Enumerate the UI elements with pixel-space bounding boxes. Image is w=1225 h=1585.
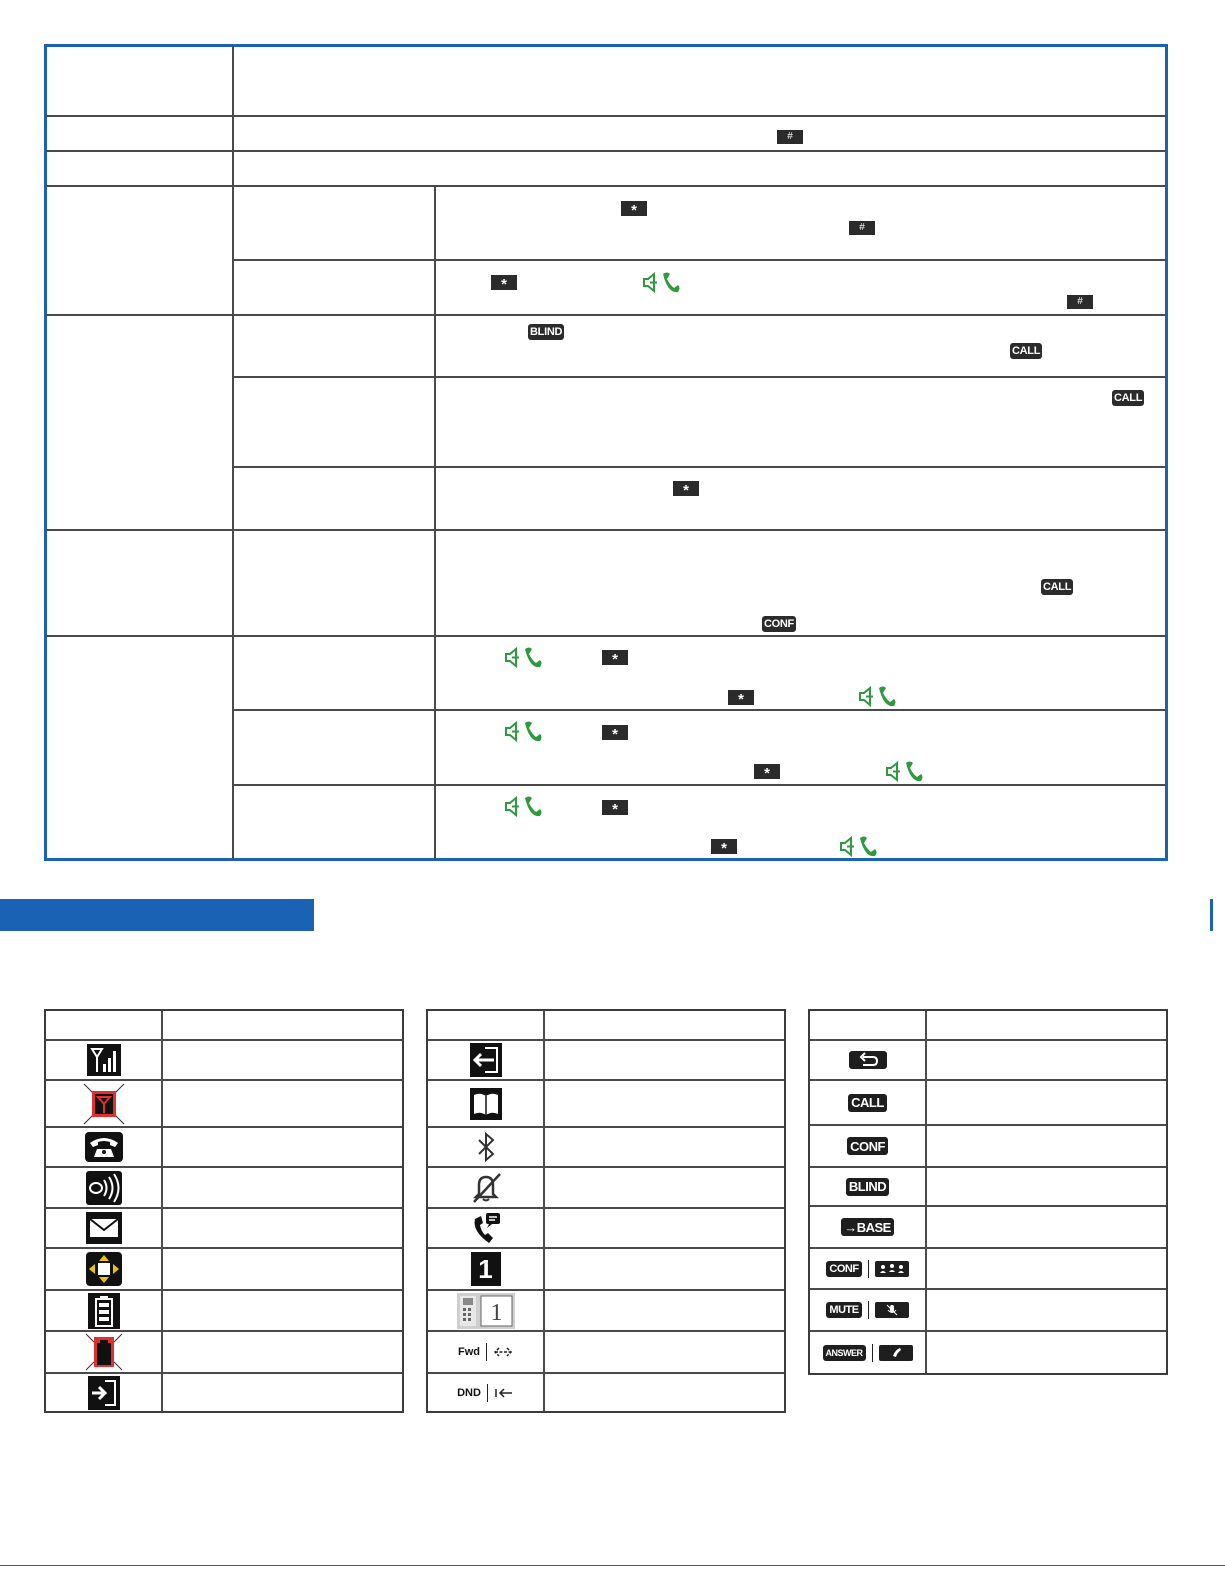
hash-key-icon: # [1067, 295, 1093, 309]
battery-icon [88, 1293, 120, 1329]
call-message-icon [470, 1211, 502, 1245]
star-key-icon: * [491, 275, 517, 290]
divider [868, 1301, 869, 1319]
do-not-disturb-icon [494, 1387, 514, 1399]
speakerphone-key-icon [838, 834, 878, 860]
fwd-label: Fwd [458, 1346, 480, 1358]
star-key-icon: * [602, 800, 628, 815]
conf-key-icon: CONF [847, 1137, 888, 1155]
star-key-icon: * [711, 839, 737, 854]
ringer-icon [86, 1171, 122, 1205]
blind-key-icon: BLIND [528, 324, 564, 340]
icon-legend-table-2 [426, 1009, 786, 1413]
speakerphone-key-icon [503, 719, 543, 745]
divider [868, 1260, 869, 1278]
exit-menu-icon [88, 1376, 120, 1410]
speakerphone-key-icon [884, 759, 924, 785]
phonebook-icon [470, 1088, 502, 1120]
phone-off-hook-icon [85, 1132, 123, 1162]
icon-legend-table-1 [44, 1009, 404, 1413]
conf-softkey-label: CONF [826, 1261, 861, 1277]
mute-softkey-label: MUTE [826, 1302, 861, 1318]
star-key-icon: * [673, 481, 699, 496]
mute-softkey-icon [875, 1302, 909, 1318]
svg-text:1: 1 [490, 1299, 502, 1326]
hash-key-icon: # [849, 221, 875, 235]
divider [872, 1344, 873, 1362]
section-header-bar [0, 899, 314, 931]
star-key-icon: * [728, 690, 754, 705]
speakerphone-key-icon [503, 794, 543, 820]
blind-key-icon: BLIND [846, 1178, 889, 1196]
no-signal-icon [82, 1082, 126, 1126]
call-key-icon: CALL [1041, 579, 1073, 595]
star-key-icon: * [602, 725, 628, 740]
signal-strength-icon [87, 1044, 121, 1076]
conf-key-icon: CONF [762, 616, 796, 632]
hash-key-icon: # [777, 130, 803, 144]
bluetooth-icon [475, 1132, 497, 1162]
ringer-off-icon [470, 1172, 502, 1204]
conference-softkey-icon [875, 1261, 909, 1277]
divider [486, 1343, 487, 1361]
speakerphone-key-icon [503, 645, 543, 671]
speakerphone-key-icon [641, 270, 681, 296]
battery-empty-icon [84, 1332, 124, 1372]
call-forward-icon [493, 1346, 513, 1358]
divider [487, 1384, 488, 1402]
enter-menu-icon [470, 1043, 502, 1077]
speakerphone-key-icon [857, 684, 897, 710]
page-bottom-rule [0, 1565, 1225, 1566]
navigation-pad-icon [86, 1252, 122, 1286]
star-key-icon: * [754, 764, 780, 779]
answer-softkey-label: ANSWER [823, 1345, 866, 1361]
call-key-icon: CALL [1112, 390, 1144, 406]
voicemail-envelope-icon [86, 1212, 122, 1244]
star-key-icon: * [621, 201, 647, 216]
dnd-label: DND [457, 1386, 481, 1399]
line-number-icon: 1 [471, 1252, 501, 1286]
icon-legend-table-3 [808, 1009, 1168, 1375]
section-edge-mark [1210, 899, 1213, 931]
star-key-icon: * [602, 650, 628, 665]
call-key-icon: CALL [1010, 343, 1042, 359]
handset-number-icon [457, 1293, 515, 1329]
base-key-icon: → BASE [841, 1218, 894, 1236]
answer-softkey-icon [879, 1345, 913, 1361]
back-key-icon [849, 1051, 887, 1069]
call-key-icon: CALL [848, 1094, 887, 1112]
